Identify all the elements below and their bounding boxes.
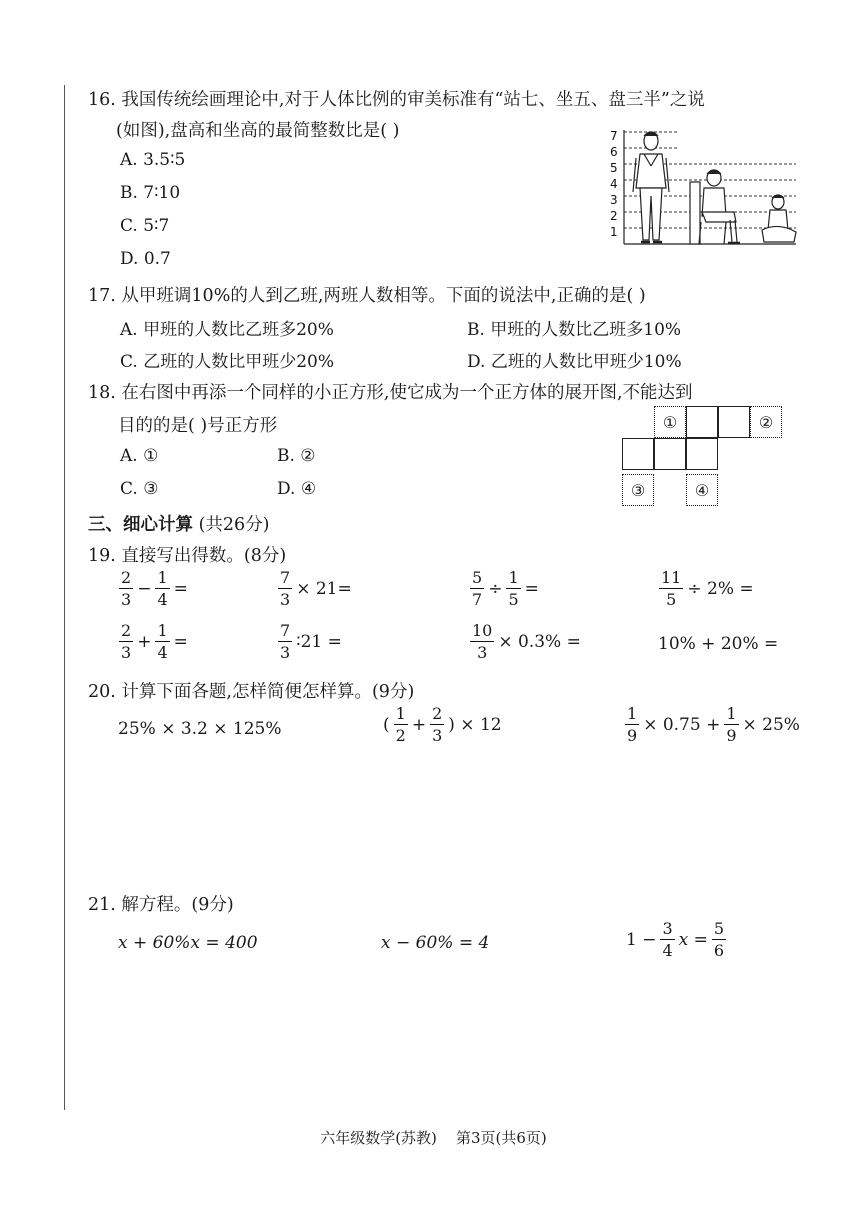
q20-expr-3: $\frac{1}{9}$ × 0.75 + $\frac{1}{9}$ × 25%	[627, 704, 800, 745]
body-proportion-figure	[606, 126, 806, 250]
tick-7: 7	[610, 129, 618, 143]
q18-option-a[interactable]: A. ①	[120, 446, 159, 466]
q16-option-d[interactable]: D. 0.7	[120, 249, 171, 269]
q19-expr-1: $\frac{2}{3}$ − $\frac{1}{4}$ =	[121, 568, 188, 609]
q20-stem	[88, 678, 414, 703]
square-4: ④	[686, 474, 718, 506]
binding-margin-line	[64, 85, 65, 1110]
seated-person-icon	[690, 170, 740, 244]
q16-stem-line1	[88, 86, 705, 111]
q17-option-a[interactable]: A. 甲班的人数比乙班多20%	[120, 320, 334, 340]
section-title: 三、细心计算	[88, 515, 193, 535]
q19-expr-3: $\frac{5}{7}$ ÷ $\frac{1}{5}$ =	[472, 568, 539, 609]
q19-text: 直接写出得数。(8分)	[121, 546, 287, 566]
q18-option-c[interactable]: C. ③	[120, 479, 159, 499]
q17-number: 17.	[88, 286, 116, 306]
q18-stem-line2: 目的的是( )号正方形	[118, 416, 278, 436]
page-footer: 六年级数学(苏教) 第3页(共6页)	[320, 1129, 547, 1147]
net-square	[686, 406, 718, 438]
q20-number: 20.	[88, 682, 116, 702]
q16-stem-line2: (如图),盘高和坐高的最简整数比是( )	[116, 121, 400, 141]
standing-person-icon	[633, 132, 669, 242]
q17-text: 从甲班调10%的人到乙班,两班人数相等。下面的说法中,正确的是( )	[121, 286, 646, 306]
q16-number: 16.	[88, 90, 116, 110]
square-2: ②	[750, 406, 782, 438]
q19-expr-2: $\frac{7}{3}$ × 21=	[280, 568, 352, 609]
q20-text: 计算下面各题,怎样简便怎样算。(9分)	[121, 682, 415, 702]
q19-expr-5: $\frac{2}{3}$ + $\frac{1}{4}$ =	[121, 621, 188, 662]
net-square	[686, 438, 718, 470]
q21-text: 解方程。(9分)	[121, 895, 234, 915]
net-square	[718, 406, 750, 438]
q21-number: 21.	[88, 895, 116, 915]
q18-text: 在右图中再添一个同样的小正方形,使它成为一个正方体的展开图,不能达到	[121, 383, 693, 403]
q19-expr-6: $\frac{7}{3}$ ∶21 =	[280, 621, 342, 662]
q16-option-a[interactable]: A. 3.5∶5	[120, 150, 186, 170]
q16-option-c[interactable]: C. 5∶7	[120, 216, 170, 236]
cube-net-figure	[620, 406, 786, 510]
net-square	[622, 438, 654, 470]
q19-number: 19.	[88, 546, 116, 566]
q19-stem	[88, 542, 286, 567]
square-1: ①	[654, 406, 686, 438]
tick-6: 6	[610, 145, 618, 159]
tick-5: 5	[610, 161, 618, 175]
q21-equation-3: 1 − $\frac{3}{4}$ x = $\frac{5}{6}$	[626, 919, 725, 960]
q19-expr-8: 10% + 20% =	[658, 634, 779, 654]
q17-option-d[interactable]: D. 乙班的人数比甲班少10%	[467, 352, 682, 372]
q17-stem	[88, 282, 646, 307]
q17-option-c[interactable]: C. 乙班的人数比甲班少20%	[120, 352, 334, 372]
q20-expr-2: ( $\frac{1}{2}$ + $\frac{2}{3}$ ) × 12	[383, 704, 502, 745]
q16-text: 我国传统绘画理论中,对于人体比例的审美标准有“站七、坐五、盘三半”之说	[121, 90, 705, 110]
tick-4: 4	[610, 177, 618, 191]
tick-3: 3	[610, 193, 618, 207]
tick-1: 1	[610, 225, 618, 239]
section-heading	[88, 511, 270, 536]
crosslegged-person-icon	[762, 195, 796, 242]
section-score: (共26分)	[198, 515, 270, 535]
square-3: ③	[622, 474, 654, 506]
q19-expr-4: $\frac{11}{5}$ ÷ 2% =	[661, 568, 754, 609]
net-square	[654, 438, 686, 470]
q21-equation-1: x + 60%x = 400	[118, 933, 258, 953]
q18-option-d[interactable]: D. ④	[277, 479, 317, 499]
q18-stem-line1	[88, 379, 693, 404]
q17-option-b[interactable]: B. 甲班的人数比乙班多10%	[467, 320, 682, 340]
q19-expr-7: $\frac{10}{3}$ × 0.3% =	[472, 621, 581, 662]
q20-expr-1: 25% × 3.2 × 125%	[118, 719, 282, 739]
tick-2: 2	[610, 209, 618, 223]
q18-option-b[interactable]: B. ②	[277, 446, 316, 466]
q21-equation-2: x − 60% = 4	[381, 933, 490, 953]
q16-option-b[interactable]: B. 7∶10	[120, 183, 181, 203]
q21-stem	[88, 891, 234, 916]
q18-number: 18.	[88, 383, 116, 403]
